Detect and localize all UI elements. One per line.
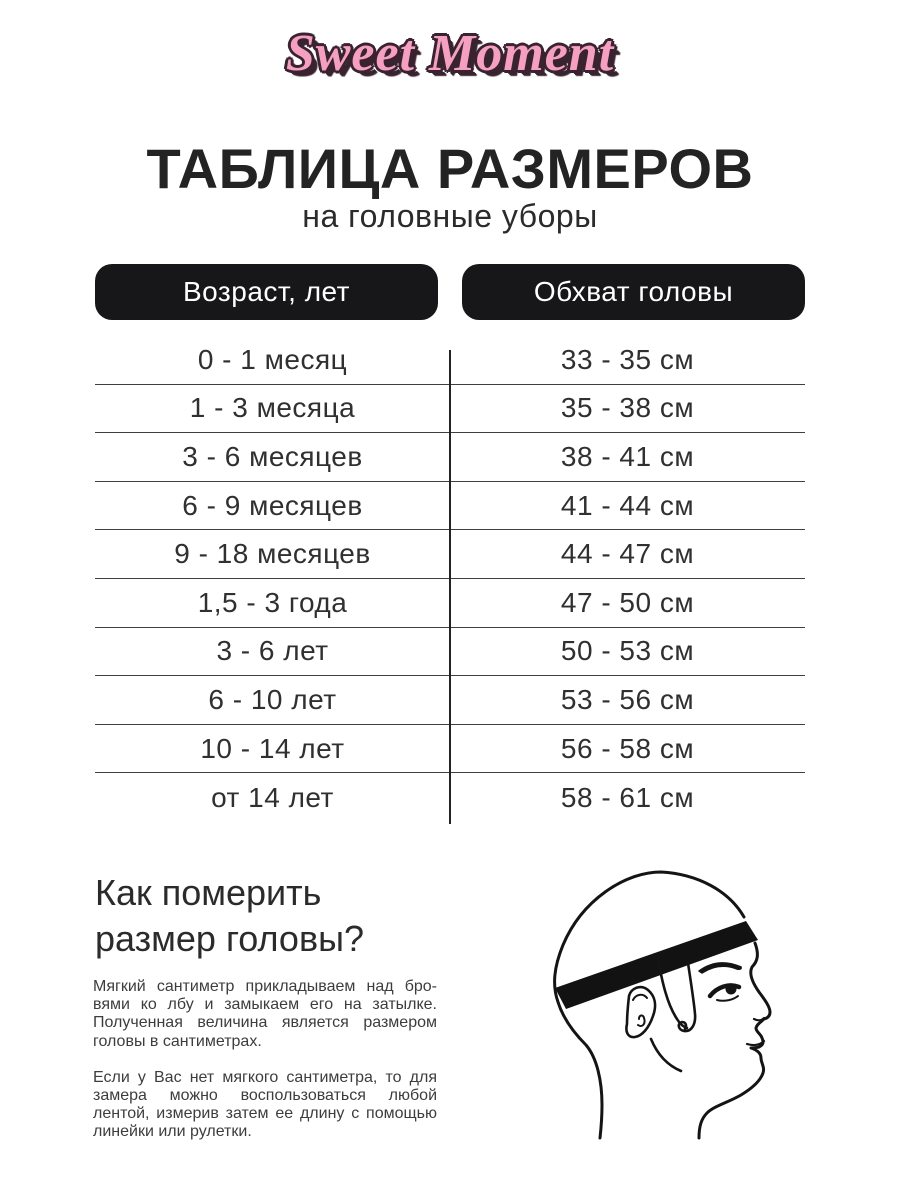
age-cell: 1 - 3 месяца xyxy=(189,392,356,424)
circumference-cell: 53 - 56 см xyxy=(560,683,695,715)
brand-logo: Sweet Moment xyxy=(285,25,615,82)
circumference-cell: 44 - 47 см xyxy=(560,538,695,570)
circumference-cell: 56 - 58 см xyxy=(560,732,695,764)
circumference-cell: 33 - 35 см xyxy=(560,343,695,375)
ear-inner-hook xyxy=(638,1015,645,1026)
circumference-cell: 41 - 44 см xyxy=(560,489,695,521)
age-cell: 1,5 - 3 года xyxy=(197,586,348,618)
circumference-cell: 50 - 53 см xyxy=(560,635,695,667)
eye-lower-lid xyxy=(717,996,738,1001)
age-cell: 0 - 1 месяц xyxy=(197,343,348,375)
column-divider-line xyxy=(449,350,451,824)
age-cell: 6 - 9 месяцев xyxy=(182,489,363,521)
measure-instructions xyxy=(93,978,437,1160)
eyebrow xyxy=(699,963,741,973)
age-cell: 3 - 6 месяцев xyxy=(182,440,363,472)
page-subtitle: на головные уборы xyxy=(302,198,598,234)
ear-inner-fold xyxy=(633,995,647,1000)
page-title: ТАБЛИЦА РАЗМЕРОВ xyxy=(146,137,754,200)
table-column-headers xyxy=(95,264,805,320)
hair-lock-curl xyxy=(679,963,695,1031)
age-cell: 10 - 14 лет xyxy=(200,732,345,764)
skull-outline xyxy=(555,872,744,1138)
circumference-cell: 38 - 41 см xyxy=(560,440,695,472)
measure-section-heading: Как померить размер головы? xyxy=(95,872,364,959)
head-profile-illustration xyxy=(530,855,870,1195)
circumference-cell: 35 - 38 см xyxy=(560,392,695,424)
instruction-paragraph-2: Если у Вас нет мягкого сантиметра, то для замера можно воспользоваться любой лентой, измерив затем ее длину с помощью линейки или рулетки. xyxy=(93,1068,437,1141)
nostril-line xyxy=(754,1018,764,1020)
circumference-cell: 58 - 61 см xyxy=(560,781,695,813)
age-cell: 9 - 18 месяцев xyxy=(174,538,371,570)
age-cell: от 14 лет xyxy=(211,781,334,813)
size-table xyxy=(95,336,805,822)
column-header-age: Возраст, лет xyxy=(95,264,438,320)
instruction-paragraph-1: Мягкий сантиметр прикладываем над бровями ко лбу и замыкаем его на затылке. Полученная величина является размером головы в сантиметрах. xyxy=(93,978,437,1050)
column-header-circumference: Обхват головы xyxy=(462,264,805,320)
circumference-cell: 47 - 50 см xyxy=(560,586,695,618)
face-profile-outline xyxy=(699,943,770,1138)
age-cell: 3 - 6 лет xyxy=(216,635,329,667)
eye-pupil xyxy=(726,984,737,995)
jaw-line xyxy=(651,1039,681,1071)
age-cell: 6 - 10 лет xyxy=(208,683,337,715)
head-profile-with-measuring-band-icon xyxy=(530,855,870,1195)
